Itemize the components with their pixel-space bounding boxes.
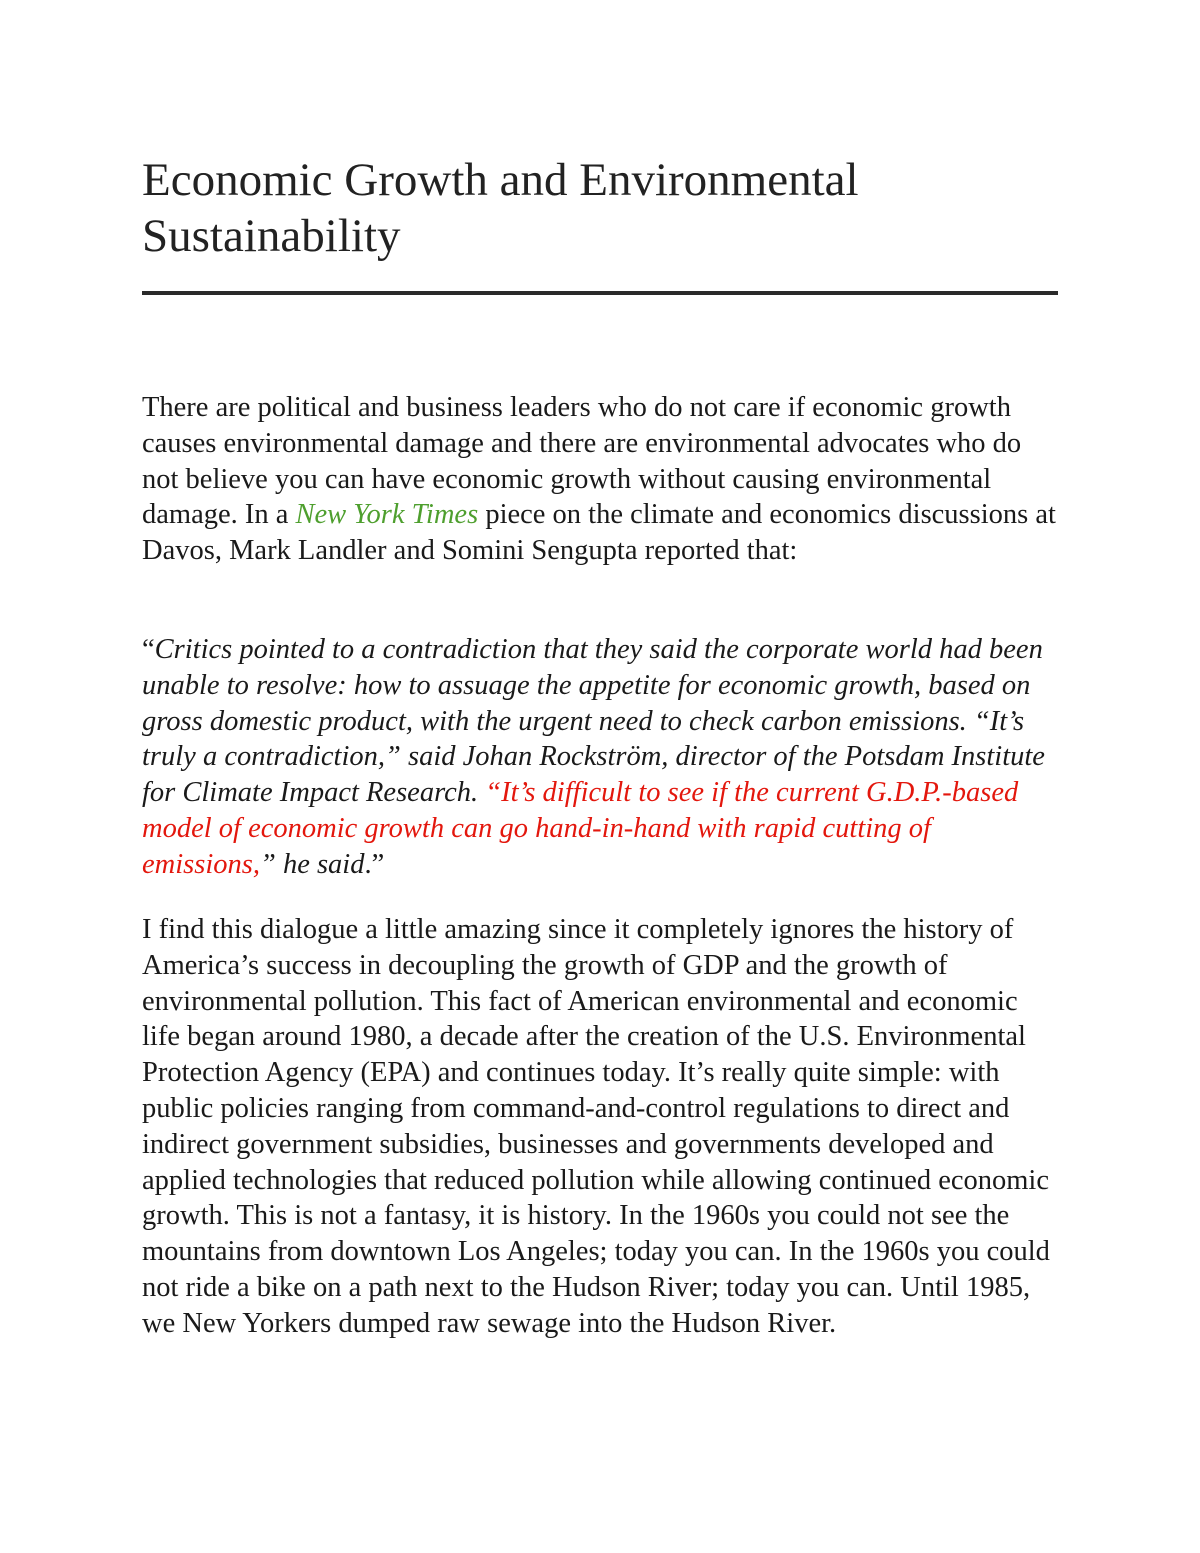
quote-highlighted-text: “It’s difficult to see if the current G.D.P.-based model of economic growth can go hand-in-hand with rapid cutting of emissions, xyxy=(142,777,1019,880)
analysis-paragraph: I find this dialogue a little amazing since it completely ignores the history of America’s success in decoupling the growth of GDP and the growth of environmental pollution. This fact of American environmental and economic life began around 1980, a decade after the creation of the U.S. Environmental Protection Agency (EPA) and continues today. It’s really quite simple: with public policies ranging from command-and-control regulations to direct and indirect government subsidies, businesses and governments developed and applied technologies that reduced pollution while allowing continued economic growth. This is not a fantasy, it is history. In the 1960s you could not see the mountains from downtown Los Angeles; today you can. In the 1960s you could not ride a bike on a path next to the Hudson River; today you can. Until 1985, we New Yorkers dumped raw sewage into the Hudson River. xyxy=(142,914,1050,1339)
intro-paragraph xyxy=(142,390,1058,569)
intro-text-before-link: There are political and business leaders who do not care if economic growth causes environmental damage and there are environmental advocates who do not believe you can have economic growth without causing environmental damage. In a xyxy=(142,392,1022,531)
document-title: Economic Growth and Environmental Sustainability xyxy=(142,154,859,262)
intro-text-after-link: piece on the climate and economics discussions at Davos, Mark Landler and Somini Sengupta reported that: xyxy=(142,499,1056,567)
quote-paragraph xyxy=(142,632,1058,883)
quote-open-mark: “ xyxy=(142,634,155,665)
title-divider xyxy=(142,291,1058,295)
quote-main-text: Critics pointed to a contradiction that they said the corporate world had been unable to resolve: how to assuage the appetite for economic growth, based on gross domestic product, with the urgent need to check carbon emissions. “It’s truly a contradiction,” said Johan Rockström, director of the Potsdam Institute for Climate Impact Research. xyxy=(142,634,1045,809)
quote-ending-text: ” he said xyxy=(259,848,365,880)
new-york-times-link[interactable]: New York Times xyxy=(295,499,479,531)
quote-close-mark: .” xyxy=(364,848,385,880)
